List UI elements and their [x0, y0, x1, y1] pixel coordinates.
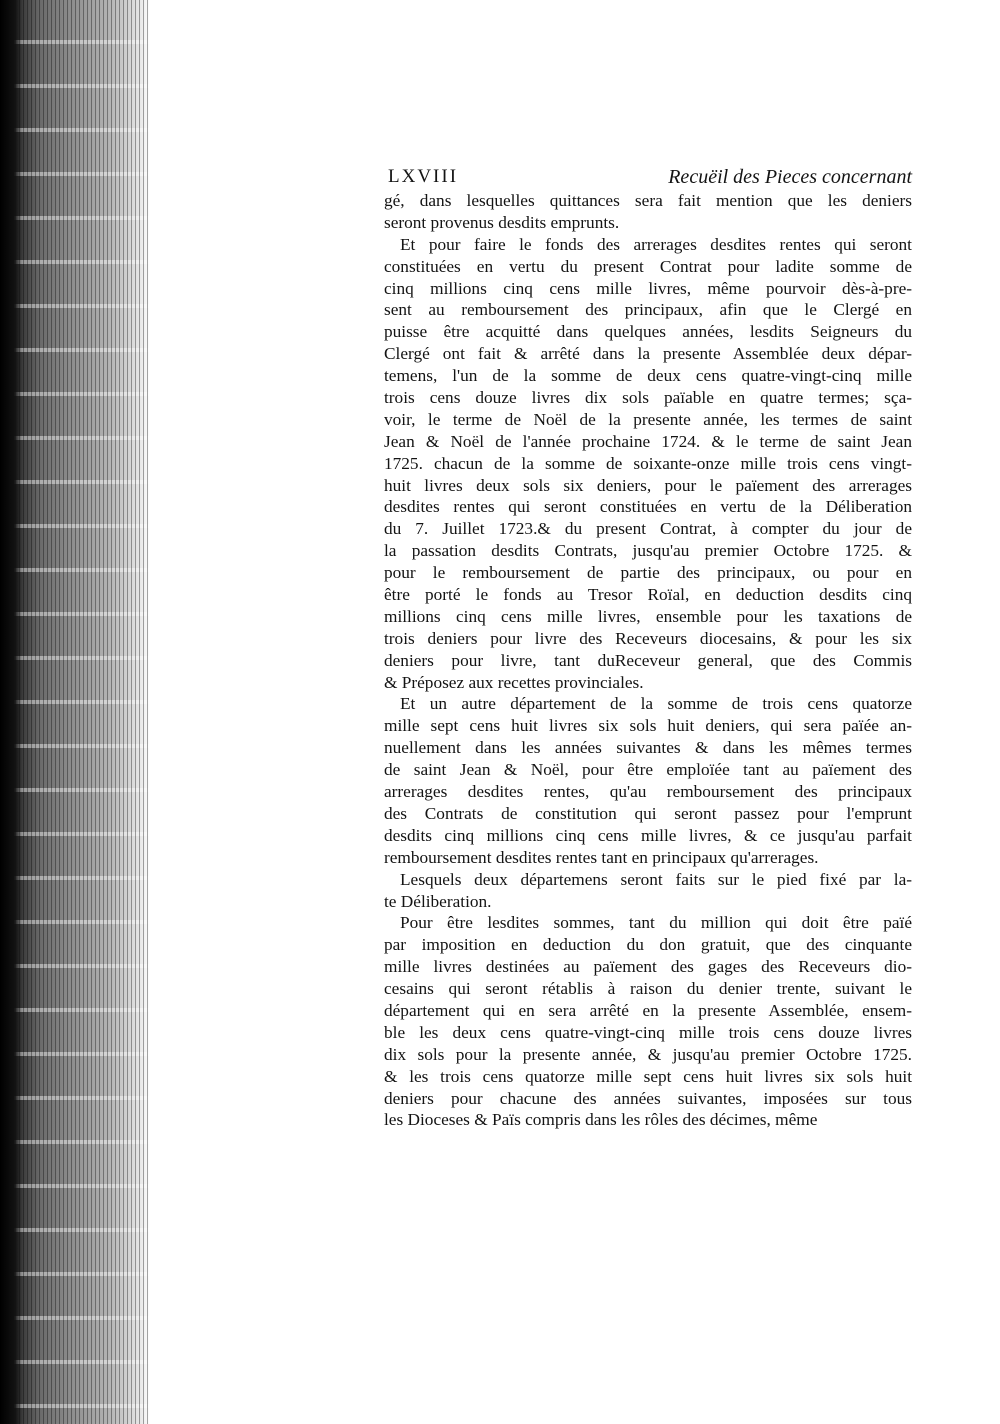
running-title: Recuëil des Pieces concernant	[668, 166, 912, 188]
text-line: par imposition en deduction du don gratuit, que des cinquante	[384, 935, 912, 955]
text-line: Clergé ont fait & arrêté dans la presente Assemblée deux dépar-	[384, 344, 912, 364]
paragraph	[384, 234, 912, 694]
book-fore-edge	[0, 0, 150, 1424]
text-line: huit livres deux sols six deniers, pour le païement des arrerages	[384, 475, 912, 495]
text-line: millions cinq cens mille livres, ensemble pour les taxations de	[384, 606, 912, 626]
text-line: trois cens douze livres dix sols païable en quatre termes; sça-	[384, 388, 912, 408]
text-line: desdits cinq millions cinq cens mille livres, & ce jusqu'au parfait	[384, 825, 912, 845]
text-line: dix sols pour la presente année, & jusqu'au premier Octobre 1725.	[384, 1044, 912, 1064]
text-line: les Dioceses & Païs compris dans les rôles des décimes, même	[384, 1110, 818, 1130]
text-line: 1725. chacun de la somme de soixante-onze mille trois cens vingt-	[384, 453, 912, 473]
text-line: cinq millions cinq cens mille livres, même pourvoir dès-à-pre-	[384, 278, 912, 298]
text-line: Et un autre département de la somme de trois cens quatorze	[400, 694, 912, 714]
paragraph	[384, 912, 912, 1131]
text-line: Pour être lesdites sommes, tant du million qui doit être païé	[400, 913, 912, 933]
text-line: du 7. Juillet 1723.& du present Contrat, à compter du jour de	[384, 519, 912, 539]
text-line: trois deniers pour livre des Receveurs diocesains, & pour les six	[384, 628, 912, 648]
text-line: remboursement desdites rentes tant en principaux qu'arrerages.	[384, 847, 819, 867]
folio-number: LXVIII	[388, 166, 459, 187]
text-line: gé, dans lesquelles quittances sera fait mention que les deniers	[384, 191, 912, 210]
text-line: constituées en vertu du present Contrat pour ladite somme de	[384, 256, 912, 276]
text-line: deniers pour livre, tant duReceveur general, que des Commis	[384, 650, 912, 670]
text-line: Jean & Noël de l'année prochaine 1724. & le terme de saint Jean	[384, 431, 912, 451]
paragraph	[384, 693, 912, 868]
text-line: Lesquels deux départemens seront faits sur le pied fixé par la-	[400, 869, 912, 889]
text-line: Et pour faire le fonds des arrerages desdites rentes qui seront	[400, 234, 912, 254]
text-line: temens, l'un de la somme de deux cens quatre-vingt-cinq mille	[384, 366, 912, 386]
text-line: des Contrats de constitution qui seront passez pour l'emprunt	[384, 803, 912, 823]
text-line: voir, le terme de Noël de la presente année, les termes de saint	[384, 409, 912, 429]
text-line: mille sept cens huit livres six sols huit deniers, qui sera païée an-	[384, 716, 912, 736]
binding-shadow	[0, 0, 22, 1424]
text-line: être porté le fonds au Tresor Roïal, en deduction desdits cinq	[384, 585, 912, 605]
text-line: département qui en sera arrêté en la presente Assemblée, ensem-	[384, 1000, 912, 1020]
text-line: la passation desdits Contrats, jusqu'au premier Octobre 1725. &	[384, 541, 912, 561]
text-line: & Préposez aux recettes provinciales.	[384, 672, 644, 692]
text-line: puisse être acquitté dans quelques années, lesdits Seigneurs du	[384, 322, 912, 342]
text-line: deniers pour chacune des années suivantes, imposées sur tous	[384, 1088, 912, 1108]
body-text	[384, 190, 912, 1131]
text-line: cesains qui seront rétablis à raison du denier trente, suivant le	[384, 979, 912, 999]
text-line: desdites rentes qui seront constituées en vertu de la Déliberation	[384, 497, 912, 517]
text-line: nuellement dans les années suivantes & dans les mêmes termes	[384, 738, 912, 758]
text-line: arrerages desdites rentes, qu'au remboursement des principaux	[384, 782, 912, 802]
text-line: pour le remboursement de partie des principaux, ou pour en	[384, 563, 912, 583]
text-line: seront provenus desdits emprunts.	[384, 212, 620, 232]
text-line: & les trois cens quatorze mille sept cens huit livres six sols huit	[384, 1066, 912, 1086]
text-line: mille livres destinées au païement des gages des Receveurs dio-	[384, 957, 912, 977]
text-line: te Déliberation.	[384, 891, 492, 911]
text-line: ble les deux cens quatre-vingt-cinq mille trois cens douze livres	[384, 1022, 912, 1042]
paragraph	[384, 869, 912, 913]
text-line: de saint Jean & Noël, pour être emploïée tant au païement des	[384, 760, 912, 780]
paragraph	[384, 190, 912, 234]
text-line: sent au remboursement des principaux, afin que le Clergé en	[384, 300, 912, 320]
